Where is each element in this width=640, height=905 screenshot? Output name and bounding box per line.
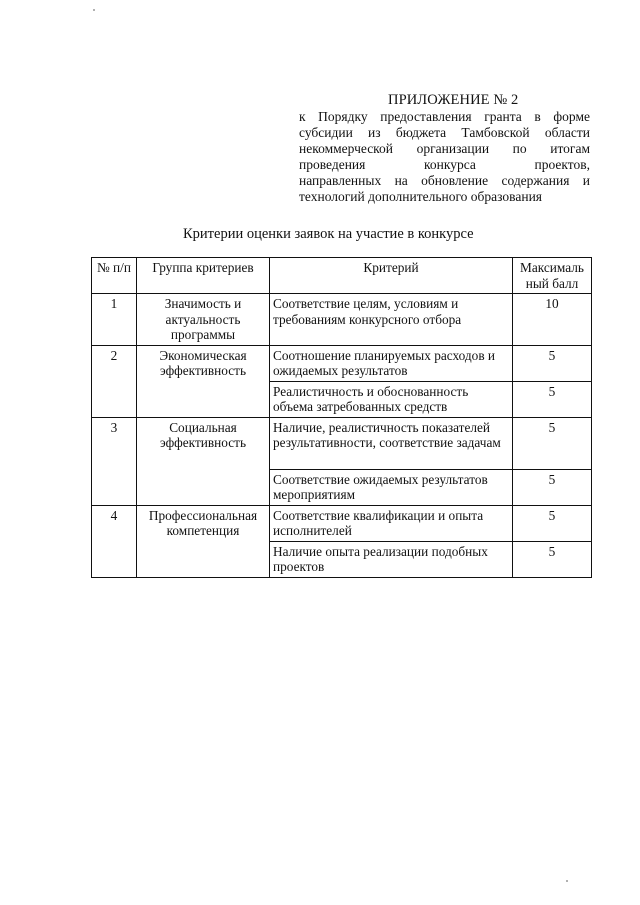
row-score: 5 — [513, 469, 592, 505]
appendix-line: технологий дополнительного образования — [299, 189, 543, 204]
appendix-line: направленных на обновление содержания и — [299, 173, 590, 188]
row-criterion: Соотношение планируемых расходов и ожидаемых результатов — [270, 345, 513, 381]
header-num: № п/п — [92, 258, 137, 294]
appendix-line: проведения конкурса проектов, — [299, 157, 590, 172]
table-row — [92, 294, 592, 346]
row-score: 5 — [513, 541, 592, 577]
scan-speck — [93, 9, 95, 11]
table-header-row — [92, 258, 592, 294]
row-criterion: Наличие, реалистичность показателей результативности, соответствие задачам — [270, 417, 513, 469]
appendix-text — [299, 109, 590, 205]
row-num: 2 — [92, 345, 137, 417]
row-score: 5 — [513, 381, 592, 417]
row-num: 1 — [92, 294, 137, 346]
table-row — [92, 345, 592, 381]
table-title: Критерии оценки заявок на участие в конкурсе — [183, 226, 474, 242]
appendix-line: некоммерческой организации по итогам — [299, 141, 590, 156]
appendix-title: ПРИЛОЖЕНИЕ № 2 — [388, 92, 519, 108]
row-group: Социальная эффективность — [137, 417, 270, 505]
row-num: 4 — [92, 505, 137, 577]
row-num: 3 — [92, 417, 137, 505]
row-score: 10 — [513, 294, 592, 346]
header-score: Максималь ный балл — [513, 258, 592, 294]
criteria-table — [91, 257, 592, 578]
table-row — [92, 505, 592, 541]
row-group: Профессиональная компетенция — [137, 505, 270, 577]
row-score: 5 — [513, 505, 592, 541]
appendix-line: субсидии из бюджета Тамбовской области — [299, 125, 590, 140]
row-criterion: Соответствие ожидаемых результатов мероприятиям — [270, 469, 513, 505]
row-score: 5 — [513, 345, 592, 381]
header-group: Группа критериев — [137, 258, 270, 294]
row-group: Экономическая эффективность — [137, 345, 270, 417]
appendix-line: к Порядку предоставления гранта в форме — [299, 109, 590, 124]
row-group: Значимость и актуальность программы — [137, 294, 270, 346]
row-score: 5 — [513, 417, 592, 469]
row-criterion: Соответствие квалификации и опыта исполнителей — [270, 505, 513, 541]
scan-speck — [566, 880, 568, 882]
row-criterion: Наличие опыта реализации подобных проектов — [270, 541, 513, 577]
row-criterion: Реалистичность и обоснованность объема затребованных средств — [270, 381, 513, 417]
header-criterion: Критерий — [270, 258, 513, 294]
table-row — [92, 417, 592, 469]
row-criterion: Соответствие целям, условиям и требованиям конкурсного отбора — [270, 294, 513, 346]
